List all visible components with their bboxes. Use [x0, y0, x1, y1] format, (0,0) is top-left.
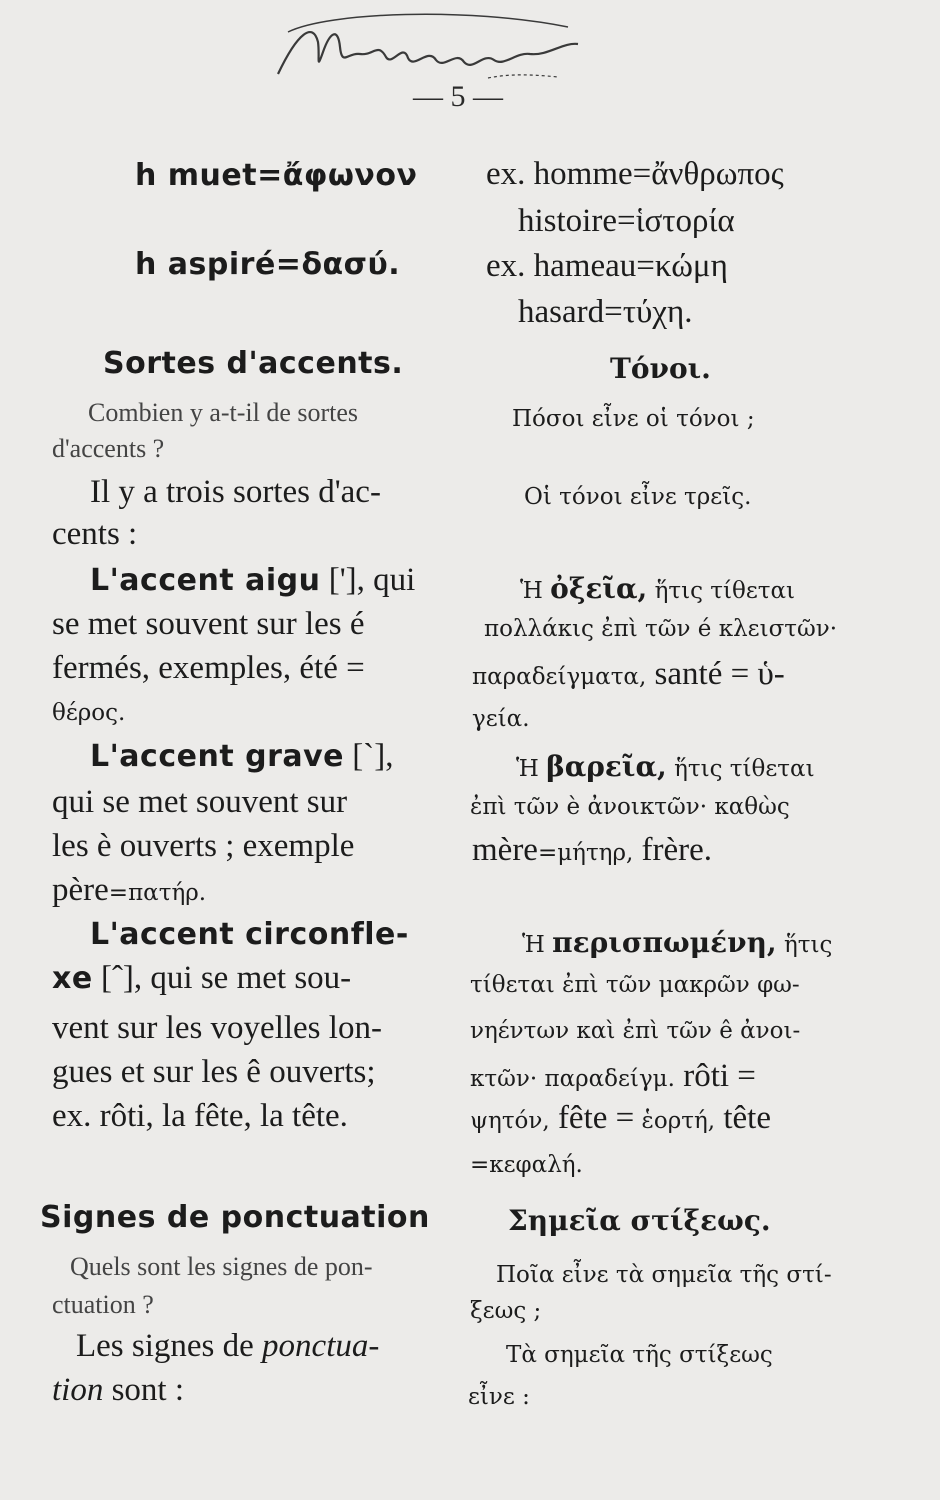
- accent-grave-line-4: [52, 872, 206, 909]
- accent-circonflexe-term: L'accent circonfle-: [90, 917, 409, 952]
- tete-word: tête: [715, 1100, 771, 1136]
- pere-word: père: [52, 872, 109, 908]
- h-muet-example-2: histoire=ἱστορία: [518, 203, 735, 239]
- perispomeni-line-1: [522, 924, 832, 961]
- accent-grave-line-3: les è ouverts ; exemple: [52, 828, 355, 864]
- accent-grave-line-1: [90, 738, 394, 775]
- answer-2-line-1: [76, 1328, 379, 1365]
- pater-word: =πατήρ.: [108, 880, 207, 906]
- perispomeni-line-2: τίθεται ἐπὶ τῶν μακρῶν φω-: [470, 972, 800, 998]
- accent-circonflexe-line-5: ex. rôti, la fête, la tête.: [52, 1098, 348, 1134]
- section-heading-stixeos: Σημεῖα στίξεως.: [508, 1204, 771, 1237]
- answer-1-line-2: cents :: [52, 516, 138, 552]
- h-muet-line: [135, 157, 417, 194]
- bareia-article: Ἡ: [516, 756, 547, 782]
- question-1-line-2: d'accents ?: [52, 434, 165, 463]
- perispomeni-rest: ἥτις: [776, 932, 833, 958]
- answer-1-line-1: Il y a trois sortes d'ac-: [90, 474, 381, 510]
- oxeia-term: ὀξεῖα,: [550, 572, 648, 605]
- mere-word: mère: [472, 832, 538, 868]
- perispomeni-line-4: [470, 1058, 756, 1095]
- accent-circonflexe-rest: [ˆ], qui se met sou-: [92, 960, 352, 996]
- answer-2-greek-line-2: εἶνε :: [468, 1384, 530, 1410]
- oxeia-line-2: πολλάκις ἐπὶ τῶν é κλειστῶν·: [484, 616, 838, 642]
- accent-aigu-rest: ['], qui: [320, 562, 416, 598]
- h-aspire-line: [135, 246, 400, 283]
- answer-2-italic-1: ponctua-: [262, 1328, 380, 1364]
- accent-circonflexe-line-1: [90, 916, 409, 953]
- section-heading-ponctuation: Signes de ponctuation: [40, 1200, 430, 1235]
- answer-2-line-2: [52, 1372, 184, 1409]
- perispomeni-term: περισπωμένη,: [552, 926, 777, 959]
- perispomeni-article: Ἡ: [522, 932, 553, 958]
- h-muet-example-1: ex. homme=ἄνθρωπος: [486, 156, 784, 192]
- accent-grave-line-2: qui se met souvent sur: [52, 784, 348, 820]
- meter-word: =μήτηρ,: [537, 840, 634, 866]
- oxeia-rest: ἥτις τίθεται: [647, 578, 796, 604]
- accent-circonflexe-line-4: gues et sur les ê ouverts;: [52, 1054, 376, 1090]
- perispomeni-line-5: [470, 1100, 771, 1137]
- accent-aigu-line-1: [90, 562, 415, 599]
- accent-aigu-term: L'accent aigu: [90, 563, 321, 598]
- bareia-line-2: ἐπὶ τῶν è ἀνοικτῶν· καθὼς: [470, 794, 790, 820]
- oxeia-example-sante: santé = ὑ-: [646, 656, 785, 692]
- question-2-line-1: Quels sont les signes de pon-: [70, 1252, 373, 1281]
- answer-2-start: Les signes de: [76, 1328, 263, 1364]
- perispomeni-line-6: =κεφαλή.: [470, 1152, 583, 1178]
- oxeia-examples: παραδείγματα,: [472, 664, 647, 690]
- accent-circonflexe-term-end: xe: [52, 961, 93, 996]
- page-number: — 5 —: [413, 80, 503, 113]
- answer-2-greek-line-1: Τὰ σημεῖα τῆς στίξεως: [506, 1342, 773, 1368]
- answer-2-end: sont :: [103, 1372, 185, 1408]
- bareia-line-3: [472, 832, 712, 869]
- h-aspire-example-1: ex. hameau=κώμη: [486, 248, 728, 284]
- fete-word: fête =: [549, 1100, 635, 1136]
- bareia-rest: ἥτις τίθεται: [666, 756, 815, 782]
- accent-aigu-line-2: se met souvent sur les é: [52, 606, 365, 642]
- eorti-word: ἑορτή,: [634, 1108, 716, 1134]
- accent-aigu-line-4: θέρος.: [52, 700, 126, 726]
- frere-word: frère.: [633, 832, 713, 868]
- question-1-line-1: Combien y a-t-il de sortes: [88, 398, 359, 427]
- h-muet-text: h muet=ἄφωνον: [135, 158, 418, 193]
- oxeia-line-3: [472, 656, 785, 693]
- perispomeni-examples: κτῶν· παραδείγμ.: [470, 1066, 675, 1092]
- h-aspire-example-2: hasard=τύχη.: [518, 294, 693, 330]
- section-heading-accents: Sortes d'accents.: [103, 346, 404, 381]
- bareia-term: βαρεῖα,: [546, 750, 667, 783]
- accent-circonflexe-line-3: vent sur les voyelles lon-: [52, 1010, 382, 1046]
- question-2-greek-line-1: Ποῖα εἶνε τὰ σημεῖα τῆς στί-: [496, 1262, 832, 1288]
- bareia-line-1: [516, 748, 815, 785]
- question-2-line-2: ctuation ?: [52, 1290, 154, 1319]
- accent-aigu-line-3: fermés, exemples, été =: [52, 650, 365, 686]
- section-heading-tonoi: Τόνοι.: [610, 352, 711, 385]
- oxeia-article: Ἡ: [520, 578, 551, 604]
- accent-circonflexe-line-2: [52, 960, 351, 997]
- accent-grave-rest: [`],: [344, 738, 394, 774]
- h-aspire-text: h aspiré=δασύ.: [135, 247, 401, 282]
- roti-word: rôti =: [674, 1058, 756, 1094]
- oxeia-line-4: γεία.: [472, 706, 530, 732]
- question-1-greek: Πόσοι εἶνε οἱ τόνοι ;: [512, 406, 755, 432]
- psiton-word: ψητόν,: [470, 1108, 550, 1134]
- answer-2-italic-2: tion: [52, 1372, 104, 1408]
- question-2-greek-line-2: ξεως ;: [470, 1298, 542, 1324]
- perispomeni-line-3: νηέντων καὶ ἐπὶ τῶν ê ἀνοι-: [470, 1018, 801, 1044]
- accent-grave-term: L'accent grave: [90, 739, 345, 774]
- answer-1-greek: Οἱ τόνοι εἶνε τρεῖς.: [524, 484, 752, 510]
- oxeia-line-1: [520, 570, 795, 607]
